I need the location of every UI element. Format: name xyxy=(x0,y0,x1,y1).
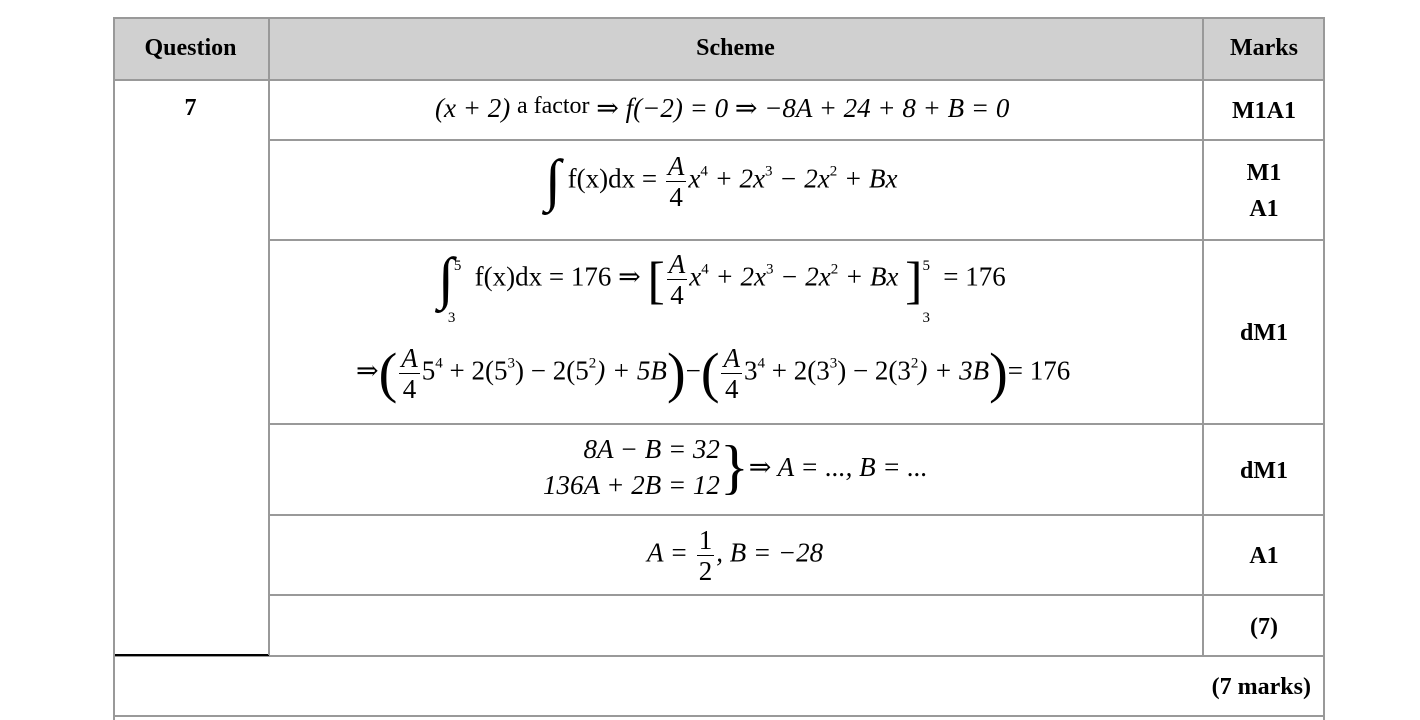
total-marks: (7 marks) xyxy=(1211,674,1311,700)
integral-sign: ∫ xyxy=(438,245,454,311)
scheme-line-1: (x + 2) a factor ⇒ f(−2) = 0 ⇒ −8A + 24 + 8 + B = 0 xyxy=(435,93,1010,123)
mark-scheme-table xyxy=(113,17,1325,720)
scheme-line-4: 8A − B = 32 136A + 2B = 12 }⇒ A = ..., B = ... xyxy=(543,434,928,500)
header-scheme: Scheme xyxy=(269,17,1202,79)
mark-subtotal: (7) xyxy=(1250,614,1278,640)
scheme-line-3a: ∫ 5 3 f(x)dx = 176 ⇒ [ $\frac{A}{4}$ $x^4 + 2x^3 - 2x^2 + Bx$ ] 5 3 = 176 xyxy=(438,245,1006,326)
scheme-line-2: ∫ f(x)dx = $\frac{A}{4}$ $x^4 + 2x^3 - 2x^2 + Bx$ xyxy=(545,147,898,213)
header-marks: Marks xyxy=(1203,17,1325,79)
scheme-line-5: A = $\frac{1}{2}$ , B = −28 xyxy=(647,525,824,586)
scheme-line-3b: ⇒( $\frac{A}{4}$ $5^4 + 2(5^3) - 2(5^2) + 5B)-$( $\frac{A}{4}$ $3^4 + 2(3^3) - 2(3^2) + 3B)= 176$ xyxy=(356,342,1071,405)
header-question: Question xyxy=(113,17,268,79)
mark-r2b: A1 xyxy=(1249,196,1279,222)
integral-sign: ∫ xyxy=(545,147,561,213)
mark-r5: A1 xyxy=(1249,543,1279,569)
mark-r4: dM1 xyxy=(1240,458,1288,484)
mark-r3: dM1 xyxy=(1240,320,1288,346)
question-number: 7 xyxy=(184,95,197,121)
mark-r2a: M1 xyxy=(1246,160,1282,186)
mark-r1: M1A1 xyxy=(1232,98,1296,124)
